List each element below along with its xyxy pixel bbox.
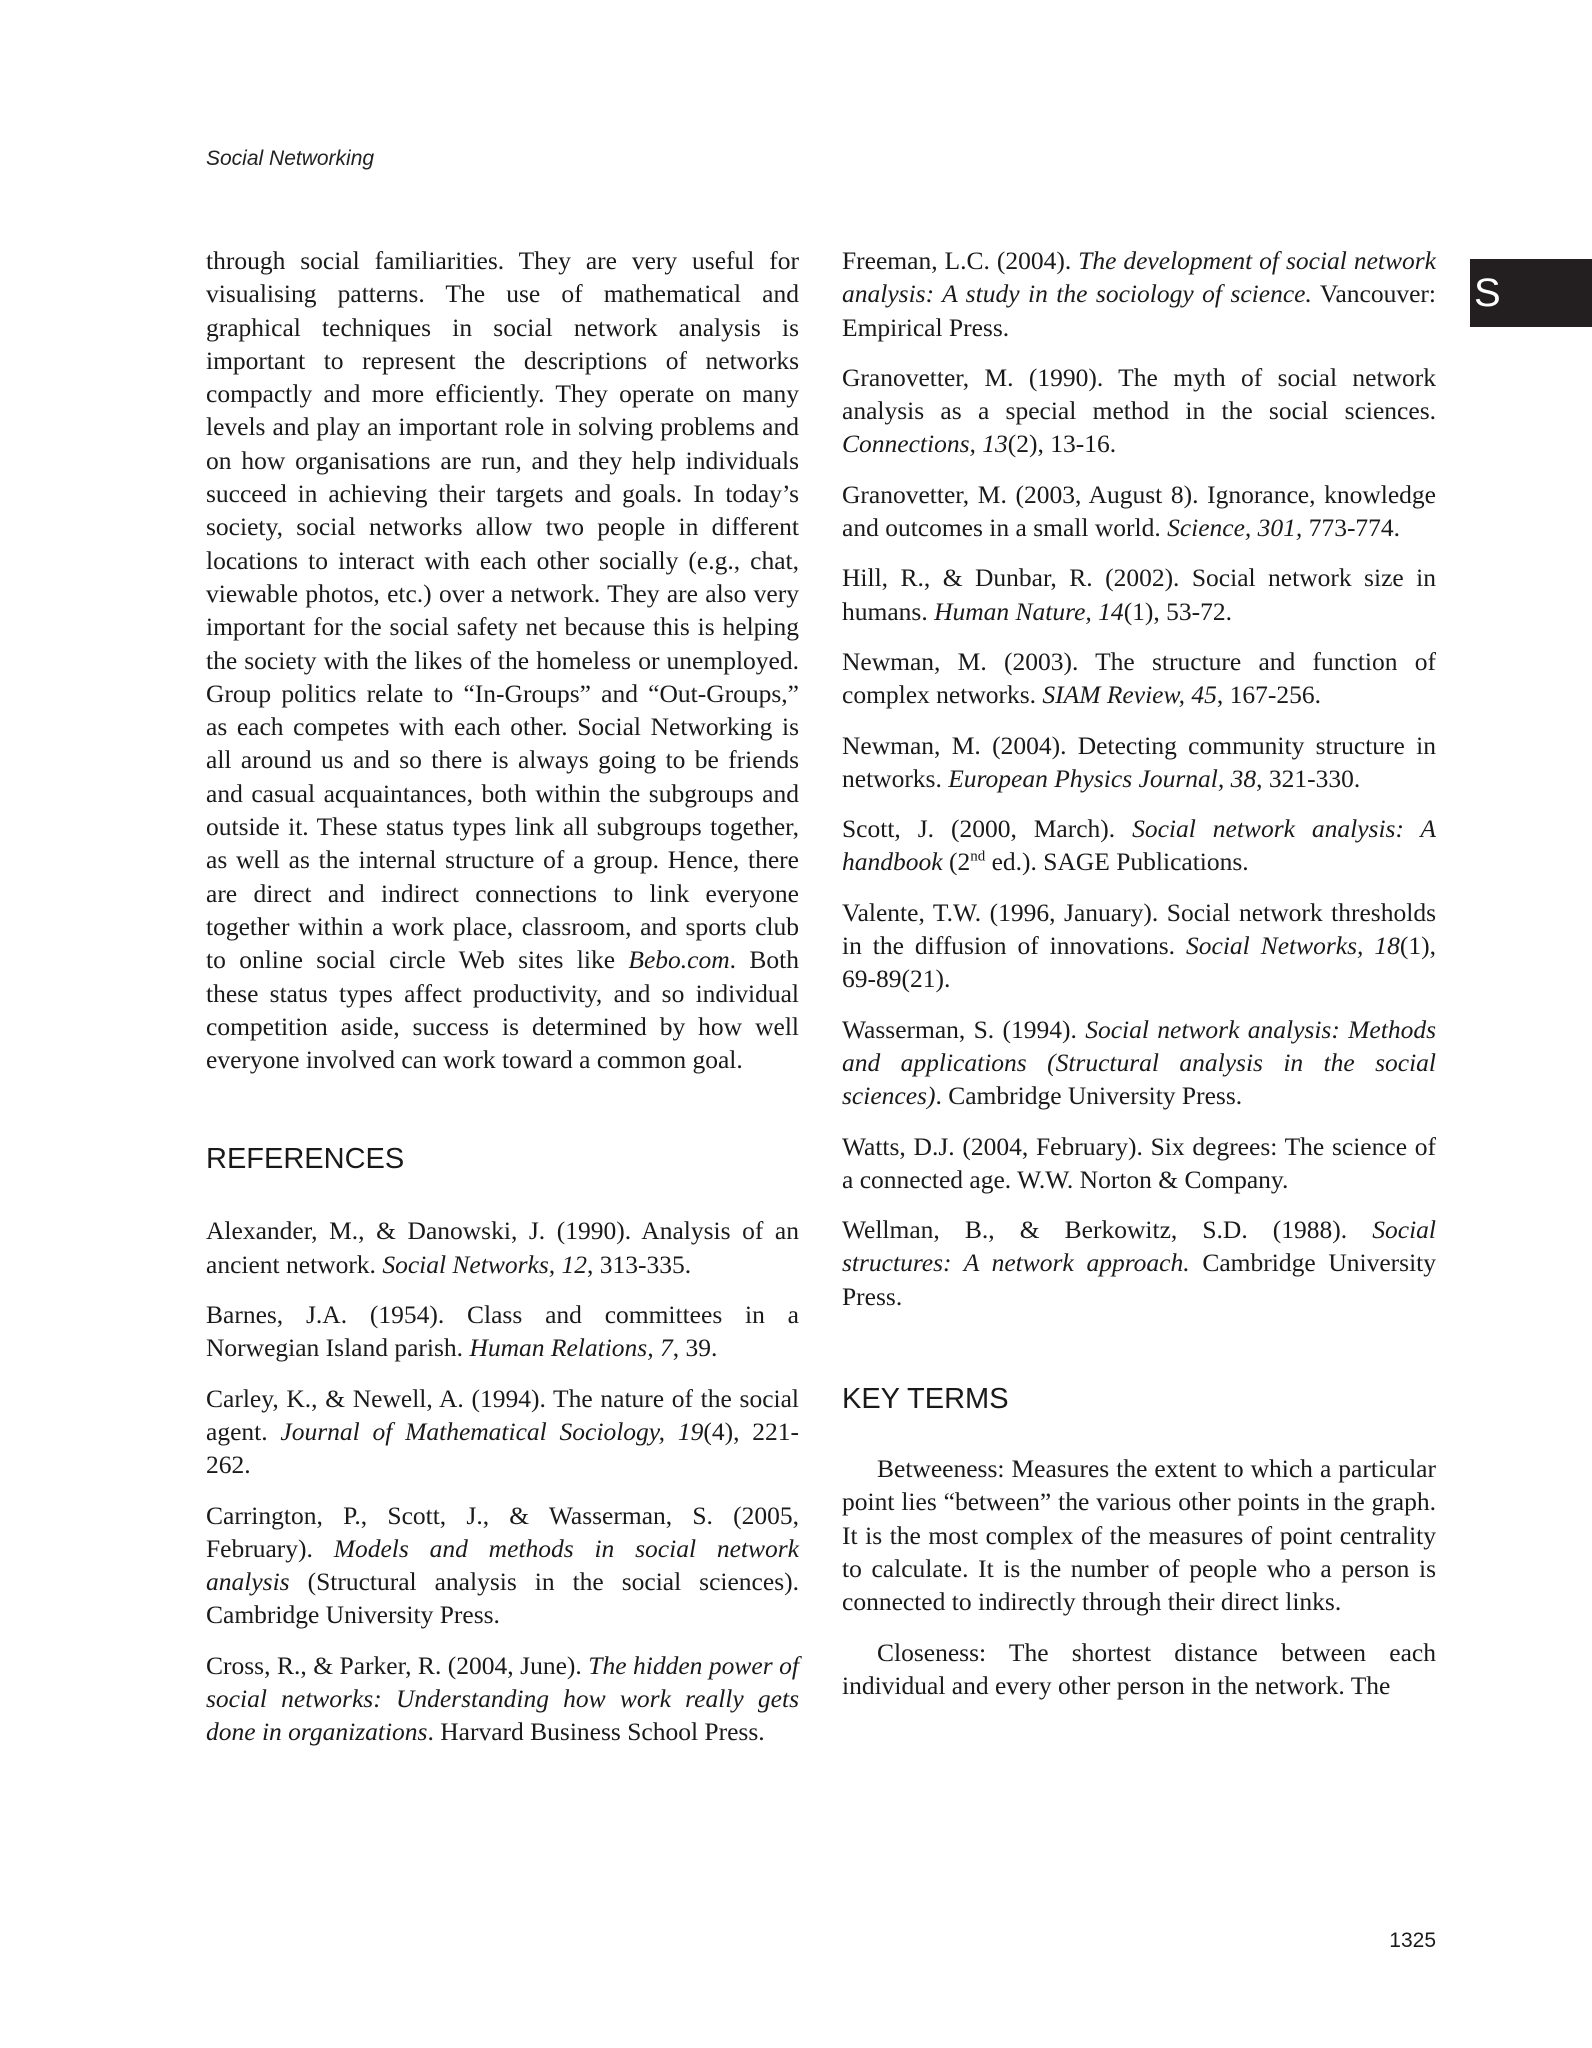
reference-item: Scott, J. (2000, March). Social network analysis: A handbook (2nd ed.). SAGE Publications.: [842, 814, 1436, 877]
body-paragraph: [206, 244, 799, 1076]
superscript-ordinal: nd: [970, 848, 986, 865]
left-column: [206, 244, 799, 1766]
key-term-closeness: Closeness: The shortest distance between each individual and every other person in the network. The: [842, 1637, 1436, 1700]
key-terms-heading: KEY TERMS: [842, 1383, 1009, 1416]
reference-item: Carrington, P., Scott, J., & Wasserman, S. (2005, February). Models and methods in social network analysis (Structural analysis in the social sciences). Cambridge University Press.: [206, 1500, 799, 1630]
reference-item: Hill, R., & Dunbar, R. (2002). Social network size in humans. Human Nature, 14(1), 53-72.: [842, 563, 1436, 626]
reference-item: Granovetter, M. (1990). The myth of social network analysis as a special method in the social sciences. Connections, 13(2), 13-16.: [842, 362, 1436, 459]
reference-item: Cross, R., & Parker, R. (2004, June). The hidden power of social networks: Understanding how work really gets done in organizations. Harvard Business School Press.: [206, 1650, 799, 1747]
reference-item: Newman, M. (2004). Detecting community structure in networks. European Physics Journal, 38, 321-330.: [842, 730, 1436, 793]
reference-item: Freeman, L.C. (2004). The development of social network analysis: A study in the sociology of science. Vancouver: Empirical Press.: [842, 246, 1436, 342]
page-number: 1325: [1389, 1929, 1436, 1952]
reference-item: Alexander, M., & Danowski, J. (1990). Analysis of an ancient network. Social Networks, 12, 313-335.: [206, 1216, 799, 1279]
key-term-betweeness: Betweeness: Measures the extent to which a particular point lies “between” the various other points in the graph. It is the most complex of the measures of point centrality to calculate. It is the number of people who a person is connected to indirectly through their direct links.: [842, 1454, 1436, 1617]
body-italic-website: Bebo.com: [628, 945, 730, 975]
reference-item: Carley, K., & Newell, A. (1994). The nature of the social agent. Journal of Mathematical Sociology, 19(4), 221-262.: [206, 1383, 799, 1480]
section-thumb-tab: S: [1470, 259, 1592, 327]
reference-item: Wasserman, S. (1994). Social network analysis: Methods and applications (Structural analysis in the social sciences). Cambridge University Press.: [842, 1014, 1436, 1111]
reference-item: Barnes, J.A. (1954). Class and committees in a Norwegian Island parish. Human Relations, 7, 39.: [206, 1300, 799, 1363]
references-heading: REFERENCES: [206, 1143, 405, 1176]
body-text-2: . Both these status types affect productivity, and so individual competition aside, success is determined by how well everyone involved can work toward a common goal.: [206, 945, 800, 1075]
reference-item: Newman, M. (2003). The structure and function of complex networks. SIAM Review, 45, 167-256.: [842, 646, 1436, 710]
reference-item: Wellman, B., & Berkowitz, S.D. (1988). Social structures: A network approach. Cambridge University Press.: [842, 1215, 1436, 1311]
reference-item: Watts, D.J. (2004, February). Six degrees: The science of a connected age. W.W. Norton & Company.: [842, 1131, 1436, 1194]
running-head: Social Networking: [206, 147, 375, 170]
body-text-1: through social familiarities. They are very useful for visualising patterns. The use of mathematical and graphical techniques in social network analysis is important to represent the descriptions of networks compactly and more efficiently. They operate on many levels and play an important role in solving problems and on how organisations are run, and they help individuals succeed in achieving their targets and goals. In today’s society, social networks allow two people in different locations to interact with each other socially (e.g., chat, viewable photos, etc.) over a network. They are also very important for the social safety net because this is helping the society with the likes of the homeless or unemployed. Group politics relate to “In-Groups” and “Out-Groups,” as each competes with each other. Social Networking is all around us and so there is always going to be friends and casual acquaintances, both within the subgroups and outside it. These status types link all subgroups together, as well as the internal structure of a group. Hence, there are direct and indirect connections to link everyone together within a work place, classroom, and sports club to online social circle Web sites like: [206, 246, 799, 975]
reference-item: Granovetter, M. (2003, August 8). Ignorance, knowledge and outcomes in a small world. Science, 301, 773-774.: [842, 479, 1436, 543]
reference-item: Valente, T.W. (1996, January). Social network thresholds in the diffusion of innovations. Social Networks, 18(1), 69-89(21).: [842, 897, 1436, 994]
right-column: [842, 244, 1436, 1719]
